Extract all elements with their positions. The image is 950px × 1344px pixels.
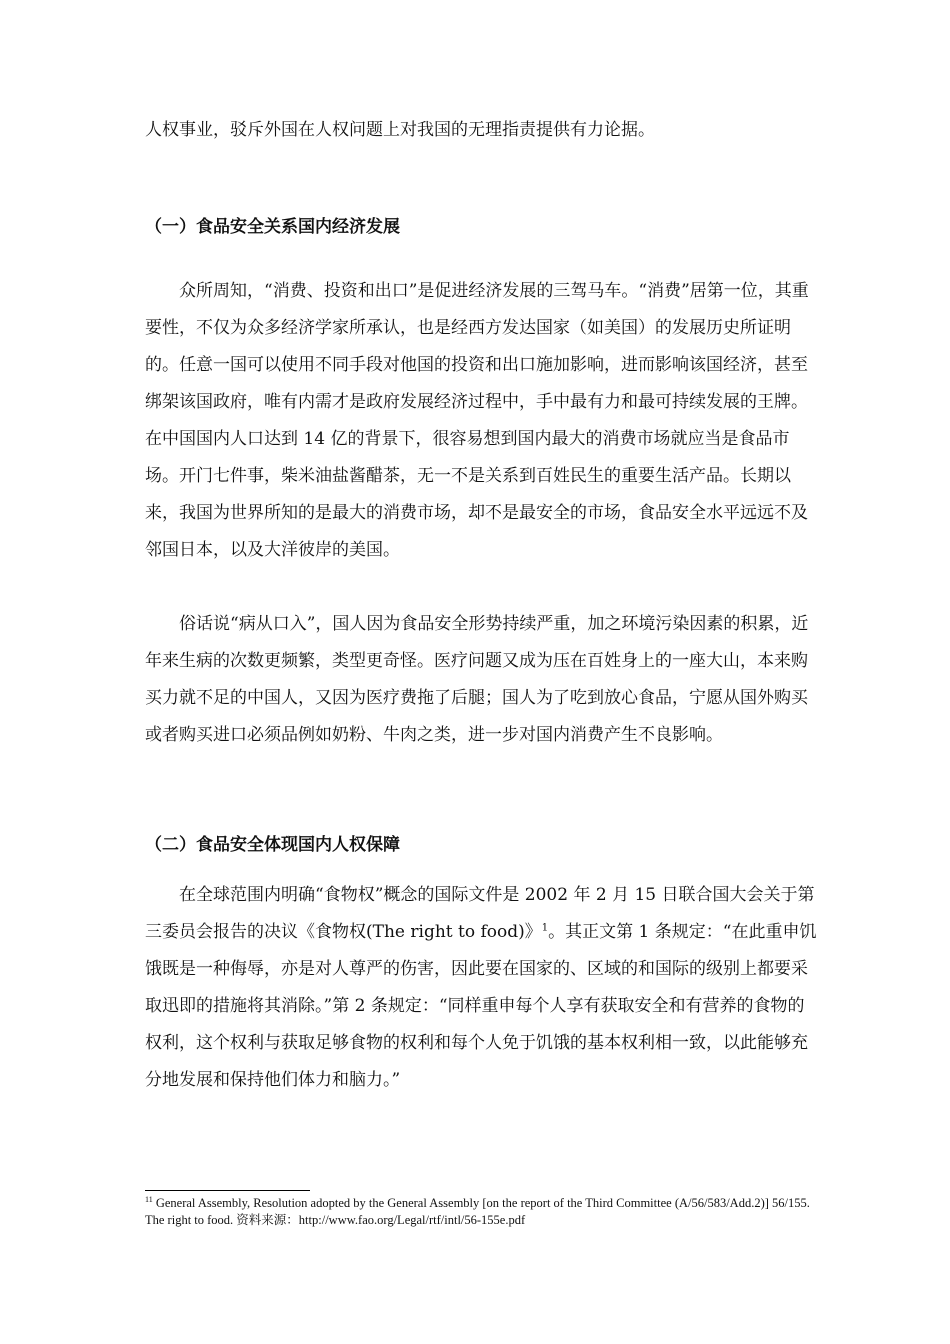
footnote bbox=[145, 1195, 821, 1229]
section1-paragraph-2: 俗话说“病从口入”，国人因为食品安全形势持续严重，加之环境污染因素的积累，近年来生病的次数更频繁，类型更奇怪。医疗问题又成为压在百姓身上的一座大山，本来购买力就不足的中国人，又因为医疗费拖了后腿；国人为了吃到放心食品，宁愿从国外购买或者购买进口必须品例如奶粉、牛肉之类，进一步对国内消费产生不良影响。 bbox=[145, 614, 809, 745]
intro-paragraph-tail: 人权事业，驳斥外国在人权问题上对我国的无理指责提供有力论据。 bbox=[145, 120, 655, 140]
s2-text-b: 。其正文第 1 条规定：“在此重申饥饿既是一种侮辱，亦是对人尊严的伤害，因此要在国家的、区域的和国际的级别上都要采取迅即的措施将其消除。”第 2 条规定：“同样重申每个人享有获取安全和有营养的食物的权利，这个权利与获取足够食物的权利和每个人免于饥饿的基本权利相一致，以此能够充分地发展和保持他们体力和脑力。” bbox=[145, 922, 817, 1090]
footnote-marker: 11 bbox=[145, 1194, 153, 1204]
section1-paragraph-1: 众所周知，“消费、投资和出口”是促进经济发展的三驾马车。“消费”居第一位，其重要性，不仅为众多经济学家所承认，也是经西方发达国家（如美国）的发展历史所证明的。任意一国可以使用不同手段对他国的投资和出口施加影响，进而影响该国经济，甚至绑架该国政府，唯有内需才是政府发展经济过程中，手中最有力和最可持续发展的王牌。在中国国内人口达到 14 亿的背景下，很容易想到国内最大的消费市场就应当是食品市场。开门七件事，柴米油盐酱醋茶，无一不是关系到百姓民生的重要生活产品。长期以来，我国为世界所知的是最大的消费市场，却不是最安全的市场，食品安全水平远远不及邻国日本，以及大洋彼岸的美国。 bbox=[145, 281, 809, 560]
s2-text-a: 在全球范围内明确“食物权”概念的国际文件是 2002 年 2 月 15 日联合国大会关于第三委员会报告的决议《食物权(The right to food)》 bbox=[145, 885, 815, 942]
footnote-reference[interactable]: 1 bbox=[541, 922, 549, 934]
footnote-separator bbox=[145, 1190, 310, 1191]
section-heading-2: （二）食品安全体现国内人权保障 bbox=[145, 835, 400, 855]
footnote-text: General Assembly, Resolution adopted by the General Assembly [on the report of the Third Committee (A/56/583/Add.2)] 56/155. The right to food. 资料来源：http://www.fao.org/Legal/rtf/intl/56-155e.pdf bbox=[145, 1196, 810, 1227]
section-heading-1: （一）食品安全关系国内经济发展 bbox=[145, 217, 400, 237]
section2-paragraph-1 bbox=[145, 877, 821, 1099]
